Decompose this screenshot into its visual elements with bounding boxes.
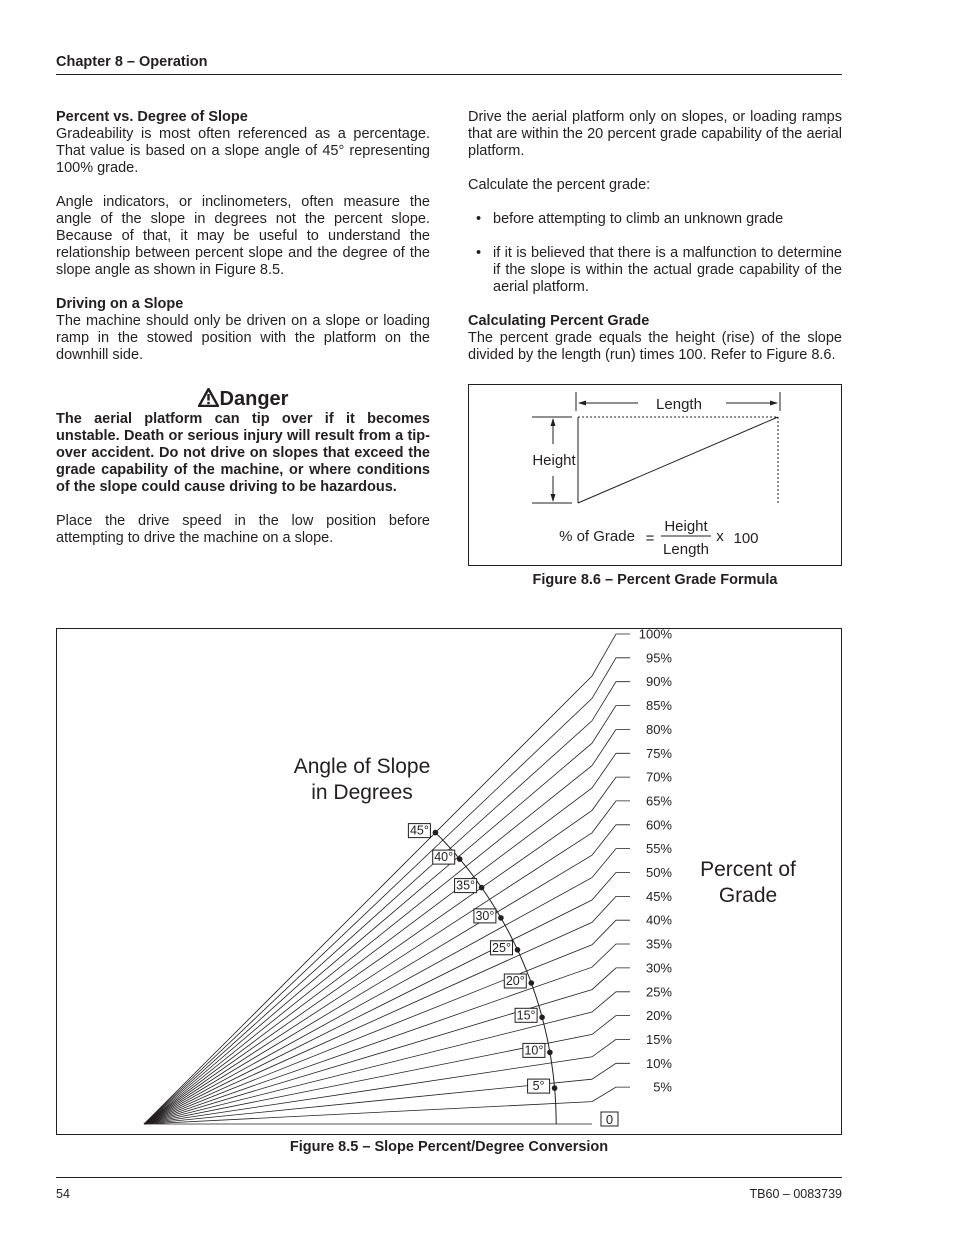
percent-title-line1: Percent of <box>700 858 796 881</box>
percent-label: 0 <box>605 1112 614 1127</box>
length-label: Length <box>656 396 702 413</box>
paragraph-drive-speed: Place the drive speed in the low position before attempting to drive the machine on a slope. <box>56 513 430 546</box>
percent-label: 15% <box>645 1031 672 1047</box>
degree-label: 45° <box>409 823 429 838</box>
percent-label: 50% <box>645 865 672 880</box>
degree-marker <box>552 1085 558 1091</box>
percent-label: 20% <box>645 1008 672 1024</box>
percent-label: 90% <box>645 674 672 690</box>
degree-marker <box>479 885 485 891</box>
degree-marker <box>457 856 463 862</box>
percent-label: 30% <box>645 960 672 976</box>
slope-line <box>144 920 630 1124</box>
degree-marker <box>539 1015 545 1021</box>
degree-label: 35° <box>456 878 476 893</box>
degree-label: 15° <box>516 1008 536 1023</box>
list-item: • if it is believed that there is a malfunction to determine if the slope is within the actual grade capability of the aerial platform. <box>468 245 842 296</box>
degree-label: 25° <box>492 940 511 955</box>
formula-denominator: Length <box>663 541 709 558</box>
degree-marker <box>515 947 521 953</box>
degree-label: 10° <box>524 1043 544 1058</box>
percent-grade-diagram <box>468 384 842 566</box>
formula-lhs: % of Grade <box>559 528 635 545</box>
percent-label: 5% <box>653 1079 672 1095</box>
formula-times: x <box>716 528 724 545</box>
slope-line <box>144 634 630 1124</box>
slope-line <box>144 1063 630 1124</box>
percent-label: 85% <box>645 698 672 713</box>
page-number: 54 <box>56 1187 70 1201</box>
formula-equals: = <box>645 530 655 547</box>
figure-8-6-caption: Figure 8.6 – Percent Grade Formula <box>532 572 778 588</box>
danger-heading <box>56 387 430 411</box>
section-heading-calculating: Calculating Percent Grade <box>468 313 650 329</box>
percent-label: 10% <box>645 1055 672 1071</box>
warning-triangle-icon <box>198 388 219 407</box>
slope-conversion-chart <box>56 628 842 1135</box>
percent-title-line2: Grade <box>718 884 778 907</box>
percent-label: 95% <box>645 650 672 666</box>
document-id: TB60 – 0083739 <box>749 1187 842 1201</box>
footer-rule <box>56 1177 842 1178</box>
slope-line <box>144 968 630 1124</box>
percent-label: 45% <box>645 888 672 904</box>
slope-line <box>144 658 630 1124</box>
paragraph-gradeability: Gradeability is most often referenced as a percentage. That value is based on a slope angle of 45° representing 100% grade. <box>56 126 430 176</box>
slope-line <box>144 1039 630 1124</box>
slope-line <box>144 873 630 1125</box>
angle-title-line2: in Degrees <box>311 781 413 804</box>
percent-label: 80% <box>645 721 672 737</box>
degree-label: 20° <box>505 974 525 988</box>
degree-label: 5° <box>532 1079 545 1094</box>
paragraph-stowed-position: The machine should only be driven on a slope or loading ramp in the stowed position with the platform on the downhill side. <box>56 313 430 363</box>
degree-marker <box>529 980 535 986</box>
slope-line <box>144 753 630 1124</box>
figure-8-6 <box>468 384 842 566</box>
percent-label: 35% <box>645 936 672 952</box>
percent-label: 100% <box>638 628 672 642</box>
left-column <box>56 109 430 547</box>
percent-label: 40% <box>645 912 672 928</box>
slope-line <box>144 777 630 1124</box>
formula-multiplier: 100 <box>733 530 759 547</box>
degree-marker <box>547 1050 553 1056</box>
header-rule <box>56 74 842 75</box>
slope-line <box>144 682 630 1124</box>
paragraph-inclinometers: Angle indicators, or inclinometers, often measure the angle of the slope in degrees not the percent slope. Because of that, it may be useful to understand the relationship between percent slope and the degree of the slope angle as shown in Figure 8.5. <box>56 194 430 278</box>
danger-title: Danger <box>219 388 289 410</box>
height-label: Height <box>532 452 576 469</box>
slope-line <box>144 825 630 1124</box>
right-column <box>468 109 842 364</box>
degree-label: 40° <box>434 850 454 865</box>
danger-message: The aerial platform can tip over if it becomes unstable. Death or serious injury will result from a tip-over accident. Do not drive on slopes that exceed the grade capability of the machine, or where conditions of the slope could cause driving to be hazardous. <box>56 411 430 495</box>
degree-marker <box>433 830 439 836</box>
section-heading-percent-vs-degree: Percent vs. Degree of Slope <box>56 109 248 125</box>
percent-label: 55% <box>645 841 672 857</box>
section-heading-driving-on-slope: Driving on a Slope <box>56 296 184 312</box>
percent-label: 25% <box>645 984 672 1000</box>
percent-label: 75% <box>645 745 672 761</box>
formula-numerator: Height <box>664 518 708 535</box>
bullet-list <box>468 211 842 296</box>
slope-line <box>144 944 630 1124</box>
chapter-title: Chapter 8 – Operation <box>56 54 208 70</box>
percent-label: 65% <box>645 793 672 809</box>
list-item: • before attempting to climb an unknown grade <box>468 211 842 228</box>
paragraph-grade-capability: Drive the aerial platform only on slopes, or loading ramps that are within the 20 percent grade capability of the aerial platform. <box>468 109 842 159</box>
percent-label: 60% <box>645 817 672 833</box>
figure-8-5 <box>56 628 842 1135</box>
degree-label: 30° <box>475 908 495 923</box>
angle-title-line1: Angle of Slope <box>293 755 431 778</box>
figure-8-5-caption: Figure 8.5 – Slope Percent/Degree Conversion <box>289 1139 609 1155</box>
paragraph-calculating: The percent grade equals the height (rise) of the slope divided by the length (run) times 100. Refer to Figure 8.6. <box>468 330 842 363</box>
percent-label: 70% <box>645 769 672 785</box>
degree-marker <box>498 915 504 921</box>
slope-line <box>144 896 630 1124</box>
paragraph-calculate: Calculate the percent grade: <box>468 177 651 193</box>
